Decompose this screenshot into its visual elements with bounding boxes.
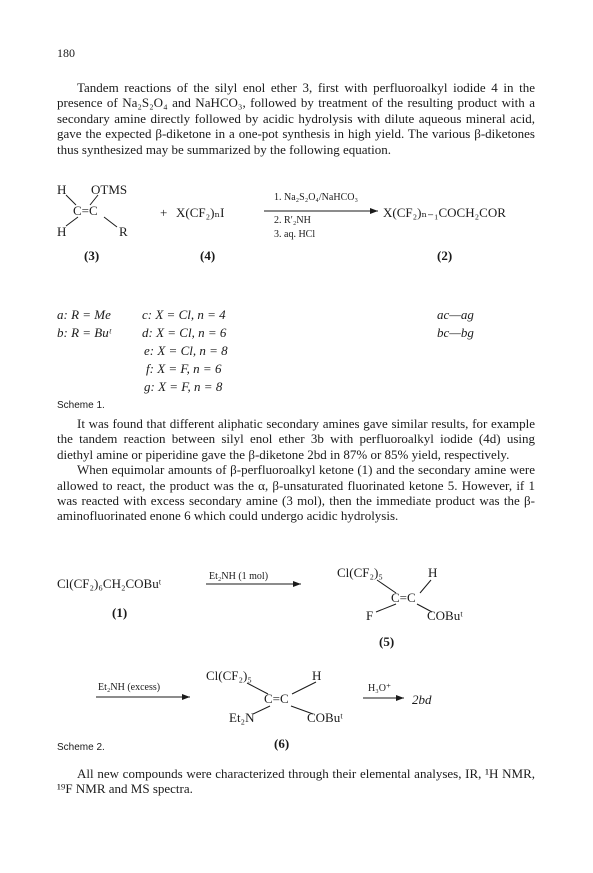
enone5-f: F bbox=[366, 608, 374, 623]
paragraph-1-text: Tandem reactions of the silyl enol ether 3, first with perfluoroalkyl iodide 4 in the presence of Na₂S₂O₄ and NaHCO₃, followed by treatment of the resulting product with a secondary amine directly followed by acidic hydrolysis with dilute aqueous mineral acid, gave the expected β-diketone in a one-pot synthesis in high yield. The various β-diketones thus synthesized may be summarized by the following equation. bbox=[57, 80, 535, 157]
product-label: (2) bbox=[437, 248, 453, 263]
scheme-2-caption: Scheme 2. bbox=[57, 742, 105, 753]
bond-6-h bbox=[292, 682, 316, 694]
iodide-label: (4) bbox=[200, 248, 216, 263]
bond-r bbox=[104, 217, 117, 227]
page-number: 180 bbox=[57, 46, 75, 60]
final-product: 2bd bbox=[412, 692, 432, 707]
bond-5-cobu bbox=[417, 604, 432, 612]
bond-6-rf bbox=[247, 683, 268, 694]
paragraph-4-text: All new compounds were characterized through their elemental analyses, IR, ¹H NMR, ¹⁹F NMR and MS spectra. bbox=[57, 766, 535, 797]
paragraph-2-text: It was found that different aliphatic secondary amines gave similar results, for example the tandem reaction between silyl enol ether 3b with perfluoroalkyl iodide (4d) using diethyl amine or piperidine gave the β-diketone 2bd in 87% or 85% yield, respectively. bbox=[57, 416, 535, 462]
enone6-h: H bbox=[312, 668, 322, 683]
bond-h-top bbox=[66, 195, 76, 205]
enone6-rf: Cl(CF₂)₅ bbox=[206, 668, 252, 683]
enol-label: (3) bbox=[84, 248, 100, 263]
arrow-1-label: Et₂NH (1 mol) bbox=[209, 571, 269, 582]
products-bc-bg: bc—bg bbox=[437, 325, 474, 340]
enol-r: R bbox=[119, 224, 128, 239]
bond-5-h bbox=[420, 580, 431, 593]
r-def-a: a: R = Me bbox=[57, 307, 111, 322]
bond-otms bbox=[90, 195, 98, 205]
bond-6-amine bbox=[253, 706, 270, 714]
enol-c-c: C=C bbox=[73, 203, 98, 218]
plus-sign: + bbox=[160, 205, 168, 220]
enone6-label: (6) bbox=[274, 736, 290, 751]
x-def-c: c: X = Cl, n = 4 bbox=[142, 307, 226, 322]
enone5-h: H bbox=[428, 565, 438, 580]
ketone-formula: Cl(CF₂)₆CH₂COBuᵗ bbox=[57, 576, 162, 591]
x-def-d: d: X = Cl, n = 6 bbox=[142, 325, 227, 340]
products-ac-ag: ac—ag bbox=[437, 307, 474, 322]
bond-6-cobu bbox=[291, 706, 313, 714]
condition-1: 1. Na₂S₂O₄/NaHCO₃ bbox=[274, 192, 358, 203]
arrow-2-label: Et₂NH (excess) bbox=[98, 682, 161, 693]
enone5-label: (5) bbox=[379, 634, 395, 649]
x-def-g: g: X = F, n = 8 bbox=[144, 379, 223, 394]
ketone-label: (1) bbox=[112, 605, 128, 620]
enone6-amine: Et₂N bbox=[229, 710, 255, 725]
iodide-formula: X(CF₂)ₙI bbox=[176, 205, 225, 220]
enone6-c-c: C=C bbox=[264, 691, 289, 706]
arrow-3-label: H₃O⁺ bbox=[368, 683, 392, 694]
enol-h-bottom: H bbox=[57, 224, 67, 239]
condition-3: 3. aq. HCl bbox=[274, 229, 316, 240]
bond-5-f bbox=[376, 604, 396, 612]
paragraph-3-text: When equimolar amounts of β-perfluoroalkyl ketone (1) and the secondary amine were allowed to react, the product was the α, β-unsaturated fluorinated ketone 5. However, if 1 was reacted with excess secondary amine (3 mol), then the immediate product was the β-aminofluorinated enone 6 which could undergo acidic hydrolysis. bbox=[57, 462, 535, 524]
enone6-cobu: COBuᵗ bbox=[307, 710, 343, 725]
scheme-1-caption: Scheme 1. bbox=[57, 400, 105, 411]
enone5-cobu: COBuᵗ bbox=[427, 608, 463, 623]
bond-h-bottom bbox=[66, 217, 78, 226]
enol-h-top: H bbox=[57, 182, 67, 197]
product-formula: X(CF₂)ₙ₋₁COCH₂COR bbox=[383, 205, 506, 220]
r-def-b: b: R = Buᵗ bbox=[57, 325, 111, 340]
x-def-e: e: X = Cl, n = 8 bbox=[144, 343, 228, 358]
enone5-rf: Cl(CF₂)₅ bbox=[337, 565, 383, 580]
enol-otms: OTMS bbox=[91, 182, 128, 197]
bond-5-rf bbox=[377, 580, 396, 593]
enone5-c-c: C=C bbox=[391, 590, 416, 605]
condition-2: 2. R′₂NH bbox=[274, 215, 311, 226]
x-def-f: f: X = F, n = 6 bbox=[146, 361, 222, 376]
